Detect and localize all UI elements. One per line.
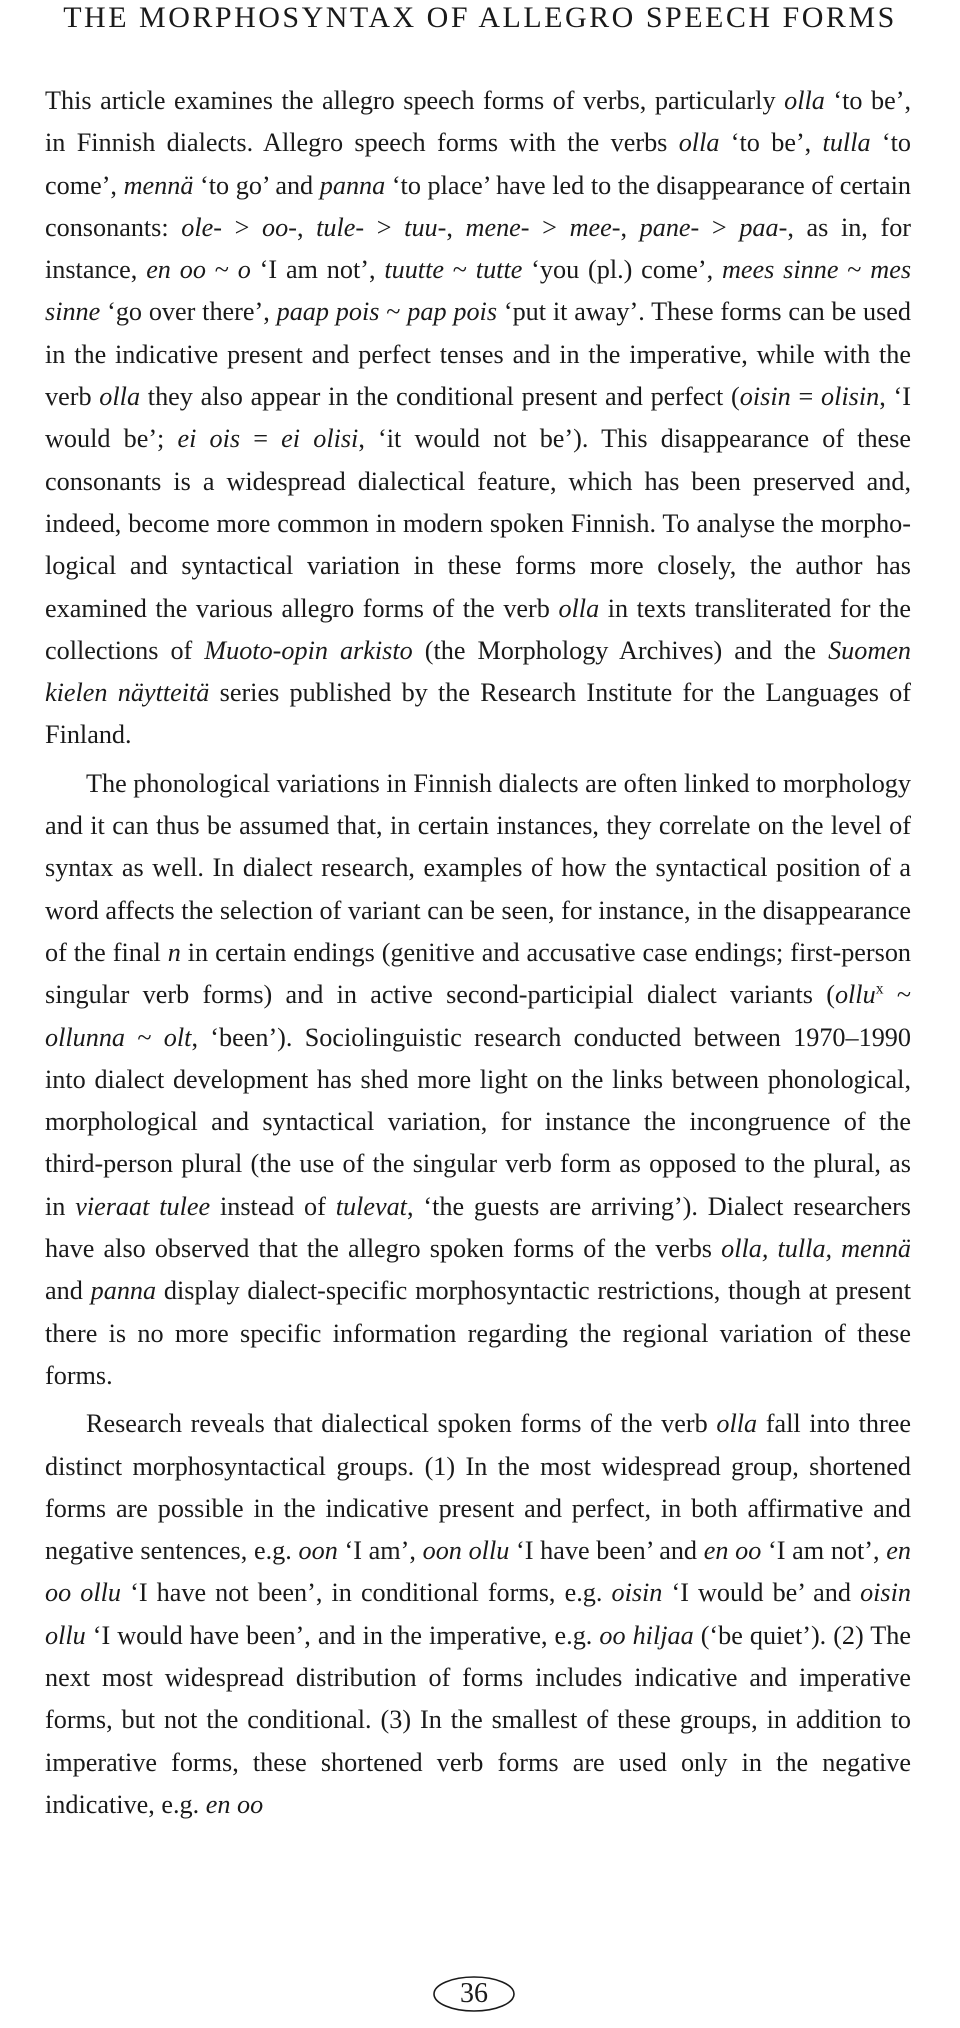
- text-run: , as in, for instance,: [45, 212, 912, 285]
- italic-term: oo hiljaa: [599, 1620, 694, 1650]
- text-run: in certain endings (genitive and accusative case endings; first-person singular verb forms) and in active second-participial dialect variants (: [45, 937, 912, 1010]
- text-run: ,: [296, 212, 317, 242]
- text-run: ‘you (pl.) come’,: [522, 255, 722, 285]
- text-run: ~: [883, 980, 911, 1010]
- italic-term: o: [237, 255, 251, 285]
- italic-term: olt: [163, 1022, 192, 1052]
- text-run: , ‘the guests are arriving’). Dialect researchers have also observed that the allegro spoken forms of the verbs: [45, 1191, 911, 1264]
- italic-term: mees sinne: [722, 255, 839, 285]
- text-run: , ‘I would be’;: [45, 382, 911, 454]
- paragraph-2: [45, 763, 911, 1397]
- text-run: display dialect-specific morphosyntactic restrictions, though at present there is no more specific information regarding the regional variation of these forms.: [45, 1276, 911, 1390]
- italic-term: tulla: [822, 128, 871, 158]
- text-run: and: [45, 1276, 91, 1306]
- italic-term: olla, tulla, mennä: [721, 1234, 912, 1264]
- italic-term: ei ois: [177, 424, 241, 454]
- italic-term: tulevat: [335, 1191, 407, 1221]
- text-run: instead of: [210, 1191, 336, 1221]
- italic-term: panna: [319, 170, 386, 200]
- text-run: ‘I would have been’, and in the imperative, e.g.: [85, 1620, 600, 1650]
- running-header: THE MORPHOSYNTAX OF ALLEGRO SPEECH FORMS: [63, 1, 897, 34]
- article-body: [45, 80, 911, 1826]
- italic-term: oisin: [739, 382, 791, 412]
- text-run: ‘to come’,: [45, 128, 911, 200]
- text-run: >: [699, 212, 740, 242]
- text-run: ‘I have not been’, in conditional forms, e.g.: [121, 1578, 612, 1608]
- text-run: >: [222, 212, 263, 242]
- italic-term: ei olisi: [281, 424, 359, 454]
- text-run: =: [790, 382, 822, 412]
- text-run: series published by the Research Institute for the Languages of Finland.: [45, 678, 911, 750]
- text-run: ,: [446, 212, 466, 242]
- italic-term: tuutte: [384, 255, 444, 285]
- text-run: ‘put it away’. These forms can be used in the indicative present and perfect tenses and in the imperative, while with the verb: [45, 297, 912, 412]
- paragraph-3: [45, 1403, 911, 1826]
- text-run: ‘to go’ and: [193, 170, 320, 200]
- text-run: ‘I would be’ and: [662, 1578, 861, 1608]
- page-number: [432, 1974, 516, 2014]
- italic-term: ole-: [181, 212, 222, 242]
- text-run: ‘I am not’,: [250, 255, 385, 285]
- text-run: =: [240, 424, 282, 454]
- italic-term: oisin ollu: [45, 1578, 911, 1650]
- text-run: This article examines the allegro speech forms of verbs, particularly: [45, 86, 785, 115]
- text-run: ~: [125, 1022, 164, 1052]
- italic-term: tuu-: [404, 212, 447, 242]
- italic-term: panna: [90, 1276, 157, 1306]
- text-run: >: [529, 212, 570, 242]
- text-run: ‘to be’, in Finnish dialects. Allegro speech forms with the verbs: [45, 86, 911, 158]
- italic-term: pap pois: [407, 297, 498, 327]
- paragraph-1: [45, 80, 911, 757]
- italic-term: mee-: [569, 212, 621, 242]
- italic-term: oisin: [611, 1578, 663, 1608]
- text-run: ~: [838, 255, 871, 285]
- text-run: ‘go over there’,: [100, 297, 277, 327]
- italic-term: oon: [298, 1536, 338, 1566]
- italic-term: ollunna: [45, 1022, 126, 1052]
- superscript: x: [875, 980, 884, 998]
- italic-term: vieraat tulee: [75, 1191, 211, 1221]
- italic-term: olla: [558, 593, 600, 623]
- text-run: ~: [443, 255, 476, 285]
- italic-term: ollu: [834, 980, 876, 1010]
- text-run: The phonological variations in Finnish dialects are often linked to morphology and it can thus be assumed that, in certain instances, they correlate on the level of syntax as well. In dialect research, examples of how the syntactical position of a word affects the selection of variant can be seen, for instance, in the disappearance of the final: [45, 768, 911, 967]
- italic-term: en oo: [205, 1789, 264, 1819]
- text-run: (the Morphology Archives) and the: [412, 635, 829, 665]
- italic-term: olla: [784, 86, 825, 115]
- text-run: , ‘been’). Sociolinguistic research conducted between 1970–1990 into dialect development has shed more light on the links between phonological, morphological and syntactical variation, for instance the incongruence of the third-person plural (the use of the singular verb form as opposed to the plural, as in: [45, 1022, 911, 1221]
- text-run: ‘I am not’,: [761, 1536, 887, 1566]
- italic-term: mennä: [123, 170, 194, 200]
- italic-term: paap pois: [276, 297, 380, 327]
- text-run: ‘to place’ have led to the disappearance of certain consonants:: [45, 170, 911, 242]
- text-run: ‘I am’,: [337, 1536, 423, 1566]
- italic-term: en oo: [703, 1536, 762, 1566]
- italic-term: olla: [716, 1409, 758, 1439]
- italic-term: en oo: [146, 255, 206, 285]
- italic-term: Muoto-opin arkisto: [204, 635, 413, 665]
- text-run: (‘be quiet’). (2) The next most widespread distribution of forms includes indicative and imperative forms, but not the conditional. (3) In the smallest of these groups, in addition to imperative forms, these shortened verb forms are used only in the negative indicative, e.g.: [45, 1620, 911, 1819]
- text-run: fall into three distinct morphosyntactical groups. (1) In the most widespread group, shortened forms are possible in the indicative present and perfect, in both affirmative and negative sentences, e.g.: [45, 1409, 911, 1566]
- text-run: ~: [379, 297, 408, 327]
- text-run: ~: [205, 255, 238, 285]
- text-run: in texts transliterated for the collections of: [45, 593, 911, 665]
- text-run: ‘I have been’ and: [509, 1536, 704, 1566]
- italic-term: oo-: [262, 212, 297, 242]
- italic-term: oon ollu: [422, 1536, 510, 1566]
- text-run: >: [364, 212, 405, 242]
- italic-term: tule-: [316, 212, 365, 242]
- text-run: ,: [620, 212, 640, 242]
- italic-term: olla: [678, 128, 720, 158]
- italic-term: tutte: [475, 255, 523, 285]
- italic-term: Suomen kielen näytteitä: [45, 635, 911, 708]
- italic-term: paa-: [739, 212, 788, 242]
- text-run: , ‘it would not be’). This disappearance of these consonants is a widespread dialectical feature, which has been preserved and, indeed, become more common in modern spoken Finnish. To analyse the morphological and syntactical variation in these forms more closely, the author has examined the various allegro forms of the verb: [45, 424, 911, 623]
- italic-term: mene-: [465, 212, 530, 242]
- italic-term: mes sinne: [45, 255, 912, 327]
- italic-term: pane-: [639, 212, 700, 242]
- text-run: Research reveals that dialectical spoken forms of the verb: [86, 1409, 717, 1439]
- italic-term: en oo ollu: [45, 1536, 911, 1608]
- page-number-text: 36: [460, 1978, 488, 2009]
- italic-term: olla: [99, 382, 141, 412]
- italic-term: olisin: [821, 382, 880, 412]
- italic-term: n: [167, 937, 181, 967]
- text-run: ‘to be’,: [719, 128, 823, 158]
- text-run: they also appear in the conditional present and perfect (: [140, 382, 740, 412]
